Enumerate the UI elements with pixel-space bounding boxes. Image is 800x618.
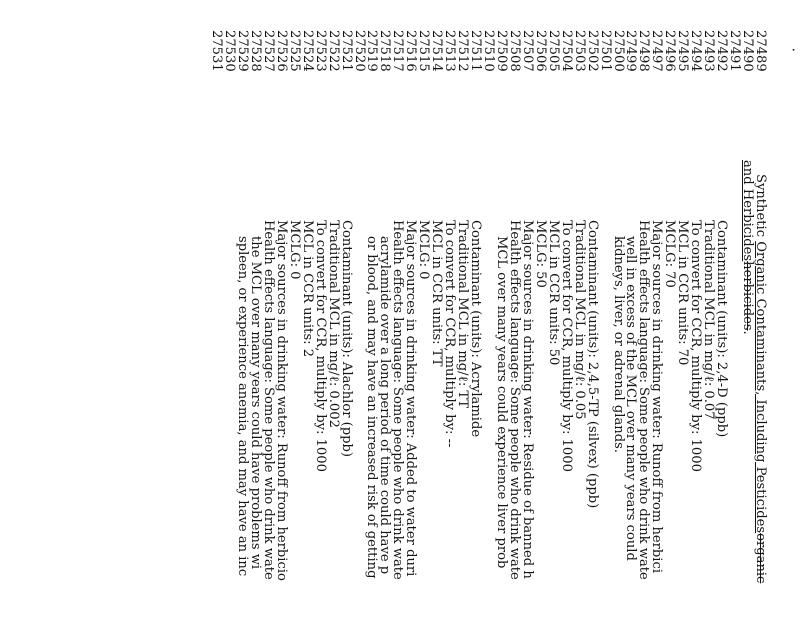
text-segment: Major sources in drinking water: Runoff from herbici [649, 220, 665, 574]
line-number: 27525 [286, 30, 302, 72]
text-segment: . [740, 330, 756, 335]
text-segment: MCL in CCR units: 2 [299, 220, 315, 358]
text-segment: the MCL over many years could have problems wi [247, 236, 263, 570]
line-number: 27499 [623, 30, 639, 72]
line-number: 27503 [571, 30, 587, 72]
text-segment: Traditional MCL in mg/ℓ: 0.002 [325, 220, 341, 428]
line-number: 27517 [390, 30, 406, 72]
deleted-text: organic [753, 533, 768, 584]
line-number: 27505 [545, 30, 561, 72]
document-line [365, 0, 378, 618]
line-number: 27508 [506, 30, 522, 72]
line-number: 27523 [312, 30, 328, 72]
line-number: 27504 [558, 30, 574, 72]
line-number: 27518 [377, 30, 393, 72]
line-number: 27512 [455, 30, 471, 72]
line-number: 27489 [753, 30, 768, 72]
text-segment: Major sources in drinking water: Runoff from herbicio [273, 220, 289, 581]
line-number: 27519 [364, 30, 380, 72]
line-number: 27520 [351, 30, 367, 72]
text-segment: Traditional MCL in mg/ℓ: TT [455, 220, 471, 409]
line-number: 27501 [597, 30, 613, 72]
text-segment: To convert for CCR, multiply by: 1000 [688, 220, 704, 472]
document-line [429, 0, 445, 618]
line-number: 27531 [209, 30, 225, 72]
text-segment: Major sources in drinking water: Residue of banned h [519, 220, 535, 579]
text-segment: kidneys, liver, or adrenal glands. [610, 236, 626, 453]
line-number: 27511 [468, 30, 484, 72]
text-segment: MCLG: 0 [286, 220, 302, 280]
line-number: 27490 [740, 30, 756, 72]
line-number: 27513 [442, 30, 458, 72]
line-text [611, 236, 624, 453]
document-line [675, 0, 691, 618]
line-number: 27507 [519, 30, 535, 72]
inserted-text: and Herbicides [740, 160, 756, 262]
inserted-text: Organic Contaminants, Including Pesticides [753, 241, 768, 534]
document-line [222, 0, 238, 618]
line-number: 27524 [299, 30, 315, 72]
document-line [546, 0, 559, 618]
text-segment: MCL in CCR units: 70 [675, 220, 691, 366]
text-segment: Synthetic [753, 174, 768, 242]
line-number: 27516 [403, 30, 419, 72]
line-number: 27530 [222, 30, 238, 72]
text-segment: Contaminant (units): 2,4,5-TP (silvex) (ppb) [584, 220, 600, 509]
document-line [209, 0, 225, 618]
text-segment: Traditional MCL in mg/ℓ: 0.07 [701, 220, 717, 420]
line-number: 27495 [675, 30, 691, 72]
line-number: 27491 [727, 30, 743, 72]
text-segment: MCLG: 50 [532, 220, 548, 288]
text-segment: To convert for CCR, multiply by: 1000 [312, 220, 328, 472]
document-line [611, 0, 624, 618]
line-number: 27496 [662, 30, 678, 72]
line-number: 27492 [714, 30, 730, 72]
line-number: 27510 [481, 30, 497, 72]
line-number: 27515 [416, 30, 432, 72]
text-segment: Major sources in drinking water: Added to water duri [403, 220, 419, 577]
text-segment: Health effects language: Some people who drink wate [390, 220, 406, 580]
document-line [740, 0, 756, 618]
line-text [494, 236, 507, 568]
line-number: 27529 [235, 30, 250, 72]
line-number: 27521 [338, 30, 354, 72]
line-number: 27494 [688, 30, 704, 72]
line-text [740, 160, 756, 335]
text-segment: or blood, and may have an increased risk of getting [364, 236, 380, 579]
line-number: 27506 [532, 30, 548, 72]
line-number: 27500 [610, 30, 626, 72]
line-number: 27509 [494, 30, 509, 72]
text-segment: well in excess of the MCL over many years could [623, 236, 639, 561]
text-segment: Health effects language: Some people who drink wate [260, 220, 276, 580]
text-segment: Health effects language: Some people who drink wate [636, 220, 652, 580]
line-text [365, 236, 378, 578]
text-segment: Contaminant (units): 2,4-D (ppb) [714, 220, 730, 438]
document-line [300, 0, 313, 618]
document-line [235, 0, 248, 618]
text-segment: Health effects language: Some people who drink wate [506, 220, 522, 580]
text-segment: To convert for CCR, multiply by: 1000 [558, 220, 574, 472]
line-number: 27514 [429, 30, 445, 72]
scan-speck: • [789, 48, 796, 52]
text-segment: acrylamide over a long period of time could have p [377, 236, 393, 575]
text-segment: Contaminant (units): Acrylamide [468, 220, 484, 438]
line-number: 27493 [701, 30, 717, 72]
line-number: 27498 [636, 30, 652, 72]
text-segment: Contaminant (units): Alachlor (ppb) [338, 220, 354, 457]
text-segment: spleen, or experience anemia, and may have an inc [235, 236, 250, 577]
text-segment: MCLG: 70 [662, 220, 678, 288]
line-text [235, 236, 248, 576]
text-segment: MCLG: 0 [416, 220, 432, 280]
deleted-text: herbicides [740, 261, 756, 331]
document-line [494, 0, 507, 618]
text-segment: To convert for CCR, multiply by: -- [442, 220, 458, 448]
line-number: 27527 [260, 30, 276, 72]
text-segment: MCL in CCR units: 50 [545, 220, 561, 366]
line-number: 27497 [649, 30, 665, 72]
text-segment: Traditional MCL in mg/ℓ: 0.05 [571, 220, 587, 420]
text-segment: MCL over many years could experience liver prob [494, 236, 509, 569]
text-segment: MCL in CCR units: TT [429, 220, 445, 367]
line-number: 27528 [247, 30, 263, 72]
line-number: 27526 [273, 30, 289, 72]
line-number: 27522 [325, 30, 341, 72]
line-number: 27502 [584, 30, 600, 72]
